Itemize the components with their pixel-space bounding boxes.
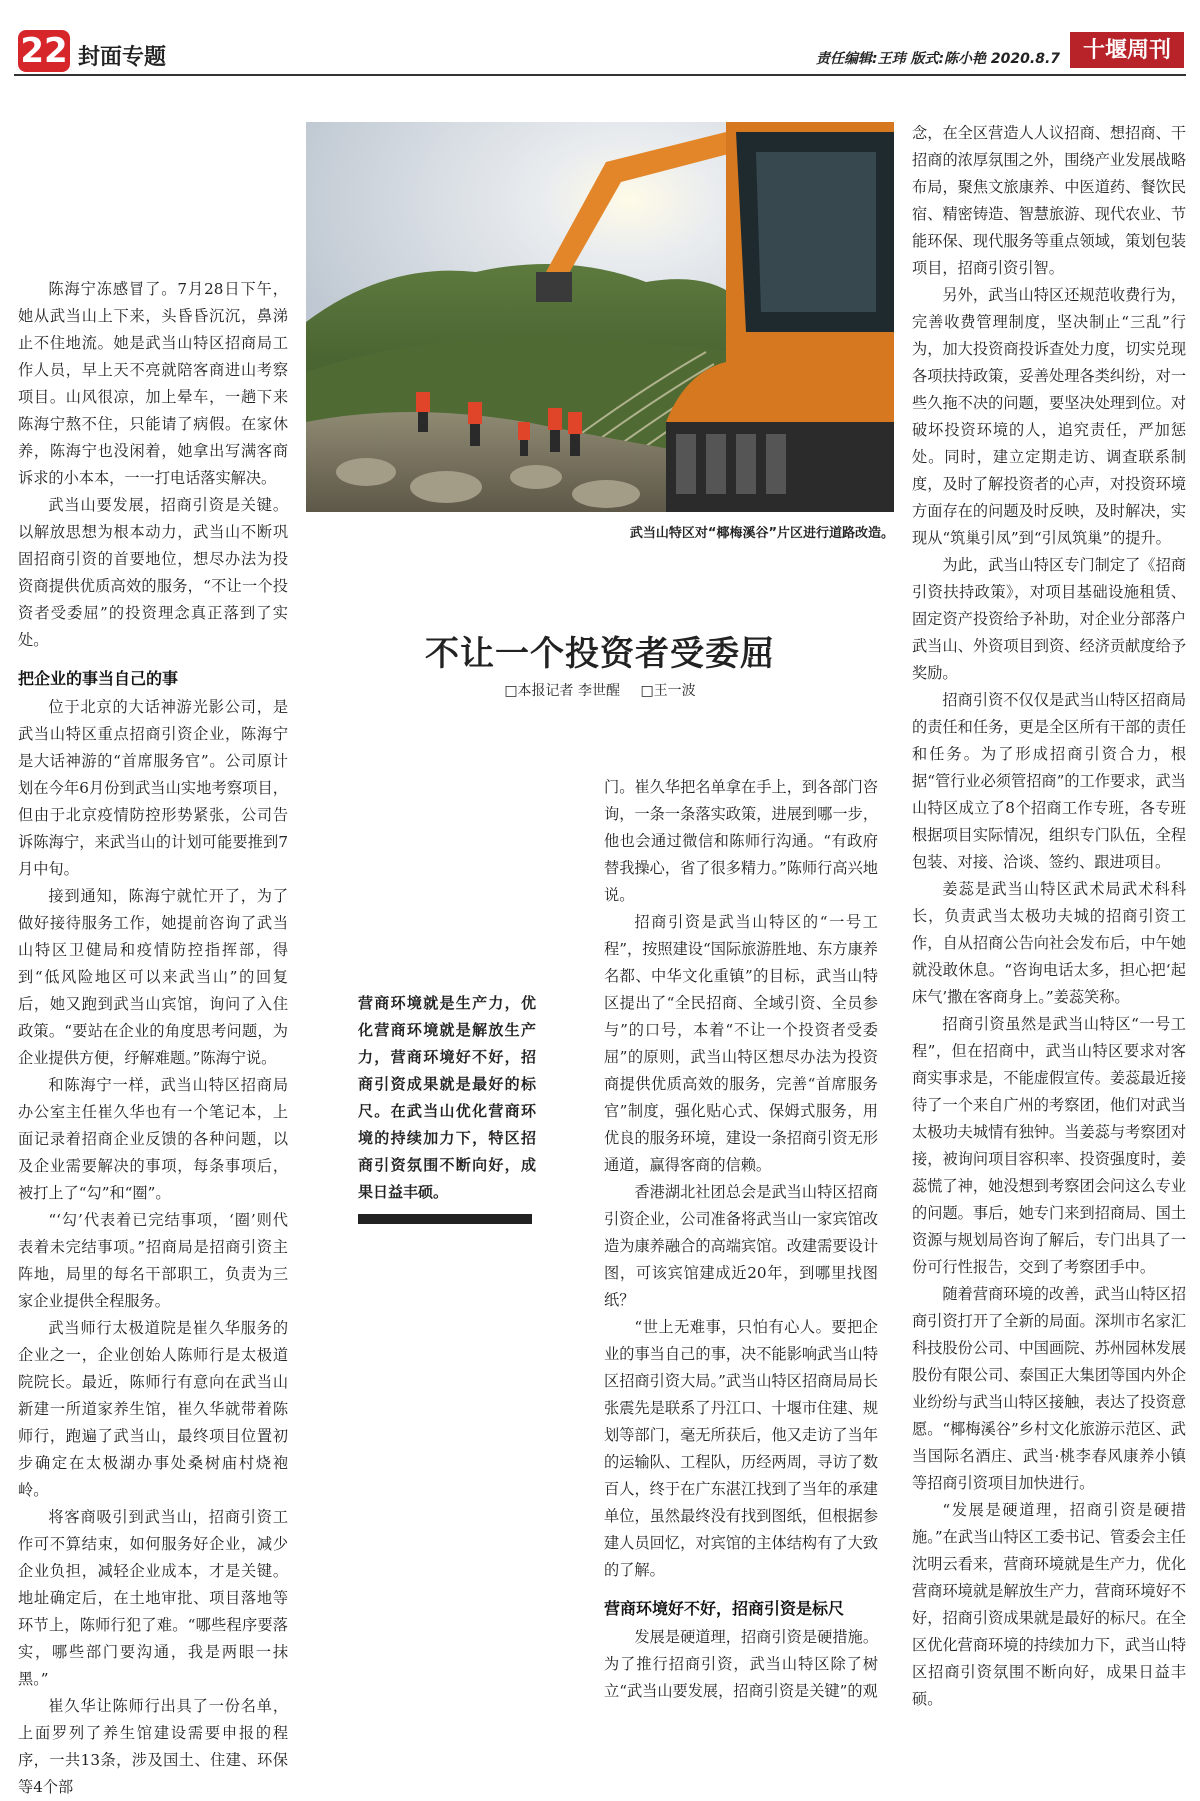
paragraph: 香港湖北社团总会是武当山特区招商引资企业，公司准备将武当山一家宾馆改造为康养融合的高端宾馆。改建需要设计图，可该宾馆建成近20年，到哪里找图纸？ xyxy=(604,1183,878,1309)
paragraph: 招商引资是武当山特区的“一号工程”，按照建设“国际旅游胜地、东方康养名都、中华文化重镇”的目标，武当山特区提出了“全民招商、全域引资、全员参与”的口号，本着“不让一个投资者受委屈”的原则，武当山特区想尽办法为投资商提供优质高效的服务，完善“首席服务官”制度，强化贴心式、保姆式服务，用优良的服务环境，建设一条招商引资无形通道，赢得客商的信赖。 xyxy=(604,913,878,1174)
pull-quote-bar xyxy=(358,1214,532,1224)
paragraph: 和陈海宁一样，武当山特区招商局办公室主任崔久华也有一个笔记本，上面记录着招商企业反馈的各种问题，以及企业需要解决的事项，每条事项后，被打上了“勾”和“圈”。 xyxy=(18,1076,288,1202)
paragraph: 为此，武当山特区专门制定了《招商引资扶持政策》，对项目基础设施租赁、固定资产投资给予补助，对企业分部落户武当山、外资项目到资、经济贡献度给予奖励。 xyxy=(912,556,1186,682)
section-subheading: 把企业的事当自己的事 xyxy=(18,669,179,688)
paragraph: 发展是硬道理，招商引资是硬措施。为了推行招商引资，武当山特区除了树立“武当山要发展，招商引资是关键”的观 xyxy=(604,1628,878,1700)
photo-caption: 武当山特区对“椰梅溪谷”片区进行道路改造。 xyxy=(629,526,894,541)
paragraph: “‘勾’代表着已完结事项，‘圈’则代表着未完结事项。”招商局是招商引资主阵地，局里的每名干部职工，负责为三家企业提供全程服务。 xyxy=(18,1211,288,1310)
paragraph: “世上无难事，只怕有心人。要把企业的事当自己的事，决不能影响武当山特区招商引资大局。”武当山特区招商局局长张震先是联系了丹江口、十堰市住建、规划等部门，毫无所获后，他又走访了当年的运输队、工程队，历经两周，寻访了数百人，终于在广东湛江找到了当年的承建单位，虽然最终没有找到图纸，但根据参建人员回忆，对宾馆的主体结构有了大致的了解。 xyxy=(604,1318,878,1579)
paragraph: 姜蕊是武当山特区武术局武术科科长，负责武当太极功夫城的招商引资工作，自从招商公告向社会发布后，中午她就没敢休息。“咨询电话太多，担心把‘起床气’撒在客商身上。”姜蕊笑称。 xyxy=(912,880,1186,1006)
paragraph: 招商引资虽然是武当山特区“一号工程”，但在招商中，武当山特区要求对客商实事求是，不能虚假宣传。姜蕊最近接待了一个来自广州的考察团，他们对武当太极功夫城情有独钟。当姜蕊与考察团对接，被询问项目容积率、投资强度时，姜蕊慌了神，她没想到考察团会问这么专业的问题。事后，她专门来到招商局、国土资源与规划局咨询了解后，专门出具了一份可行性报告，交到了考察团手中。 xyxy=(912,1015,1186,1276)
page-header xyxy=(0,0,1200,80)
paragraph: 招商引资不仅仅是武当山特区招商局的责任和任务，更是全区所有干部的责任和任务。为了形成招商引资合力，根据“管行业必须管招商”的工作要求，武当山特区成立了8个招商工作专班，各专班根据项目实际情况，组织专门队伍，全程包装、对接、洽谈、签约、跟进项目。 xyxy=(912,691,1186,871)
construction-photo xyxy=(306,122,894,512)
header-rule xyxy=(14,74,1186,76)
editor-credits: 责任编辑:王玮 版式:陈小艳 2020.8.7 xyxy=(815,51,1060,67)
article-headline: 不让一个投资者受委屈 xyxy=(425,634,775,674)
paragraph: 崔久华让陈师行出具了一份名单，上面罗列了养生馆建设需要申报的程序，一共13条，涉及国土、住建、环保等4个部 xyxy=(18,1697,288,1796)
paragraph: 门。崔久华把名单拿在手上，到各部门咨询，一条一条落实政策，进展到哪一步，他也会通过微信和陈师行沟通。“有政府替我操心，省了很多精力。”陈师行高兴地说。 xyxy=(604,778,878,904)
paragraph: 位于北京的大话神游光影公司，是武当山特区重点招商引资企业，陈海宁是大话神游的“首席服务官”。公司原计划在今年6月份到武当山实地考察项目，但由于北京疫情防控形势紧张，公司告诉陈海宁，来武当山的计划可能要推到7月中旬。 xyxy=(18,698,288,878)
section-title: 封面专题 xyxy=(78,45,167,70)
paragraph: 武当山要发展，招商引资是关键。以解放思想为根本动力，武当山不断巩固招商引资的首要地位，想尽办法为投资商提供优质高效的服务，“不让一个投资者受委屈”的投资理念真正落到了实处。 xyxy=(18,496,288,649)
publication-logo: 十堰周刊 xyxy=(1070,32,1184,68)
article-column-3 xyxy=(604,774,878,1705)
byline-reporter-1: □本报记者 李世醒 xyxy=(504,683,620,699)
section-subheading: 营商环境好不好，招商引资是标尺 xyxy=(604,1599,845,1618)
byline-reporter-2: □王一波 xyxy=(640,683,696,699)
paragraph: 随着营商环境的改善，武当山特区招商引资打开了全新的局面。深圳市名家汇科技股份公司、中国画院、苏州园林发展股份有限公司、泰国正大集团等国内外企业纷纷与武当山特区接触，表达了投资意愿。“椰梅溪谷”乡村文化旅游示范区、武当国际名酒庄、武当·桃李春风康养小镇等招商引资项目加快进行。 xyxy=(912,1285,1186,1492)
paragraph: 念，在全区营造人人议招商、想招商、干招商的浓厚氛围之外，围绕产业发展战略布局，聚焦文旅康养、中医道药、餐饮民宿、精密铸造、智慧旅游、现代农业、节能环保、现代服务等重点领域，策划包装项目，招商引资引智。 xyxy=(912,124,1186,277)
article-column-1 xyxy=(18,276,288,1801)
pull-quote: 营商环境就是生产力，优化营商环境就是解放生产力，营商环境好不好，招商引资成果就是最好的标尺。在武当山优化营商环境的持续加力下，特区招商引资氛围不断向好，成果日益丰硕。 xyxy=(358,994,536,1201)
paragraph: 武当师行太极道院是崔久华服务的企业之一，企业创始人陈师行是太极道院院长。最近，陈师行有意向在武当山新建一所道家养生馆，崔久华就带着陈师行，跑遍了武当山，最终项目位置初步确定在太极湖办事处桑树庙村烧袍岭。 xyxy=(18,1319,288,1499)
paragraph: 将客商吸引到武当山，招商引资工作可不算结束，如何服务好企业，减少企业负担，减轻企业成本，才是关键。地址确定后，在土地审批、项目落地等环节上，陈师行犯了难。“哪些程序要落实，哪些部门要沟通，我是两眼一抹黑。” xyxy=(18,1508,288,1688)
article-byline xyxy=(306,680,894,700)
paragraph: 陈海宁冻感冒了。7月28日下午，她从武当山上下来，头昏昏沉沉，鼻涕止不住地流。她是武当山特区招商局工作人员，早上天不亮就陪客商进山考察项目。山风很凉，加上晕车，一趟下来陈海宁熬不住，只能请了病假。在家休养，陈海宁也没闲着，她拿出写满客商诉求的小本本，一一打电话落实解决。 xyxy=(18,280,288,487)
paragraph: 另外，武当山特区还规范收费行为，完善收费管理制度，坚决制止“三乱”行为，加大投资商投诉查处力度，切实兑现各项扶持政策，妥善处理各类纠纷，对一些久拖不决的问题，要坚决处理到位。对破坏投资环境的人，追究责任，严加惩处。同时，建立定期走访、调查联系制度，及时了解投资者的心声，对投资环境方面存在的问题及时反映，及时解决，实现从“筑巢引凤”到“引凤筑巢”的提升。 xyxy=(912,286,1186,547)
paragraph: “发展是硬道理，招商引资是硬措施。”在武当山特区工委书记、管委会主任沈明云看来，营商环境就是生产力，优化营商环境就是解放生产力，营商环境好不好，招商引资成果就是最好的标尺。在全区优化营商环境的持续加力下，武当山特区招商引资氛围不断向好，成果日益丰硕。 xyxy=(912,1501,1186,1708)
article-column-4 xyxy=(912,120,1186,1713)
paragraph: 接到通知，陈海宁就忙开了，为了做好接待服务工作，她提前咨询了武当山特区卫健局和疫情防控指挥部，得到“低风险地区可以来武当山”的回复后，她又跑到武当山宾馆，询问了入住政策。“要站在企业的角度思考问题，为企业提供方便，纾解难题。”陈海宁说。 xyxy=(18,887,288,1067)
page-number: 22 xyxy=(18,30,70,72)
